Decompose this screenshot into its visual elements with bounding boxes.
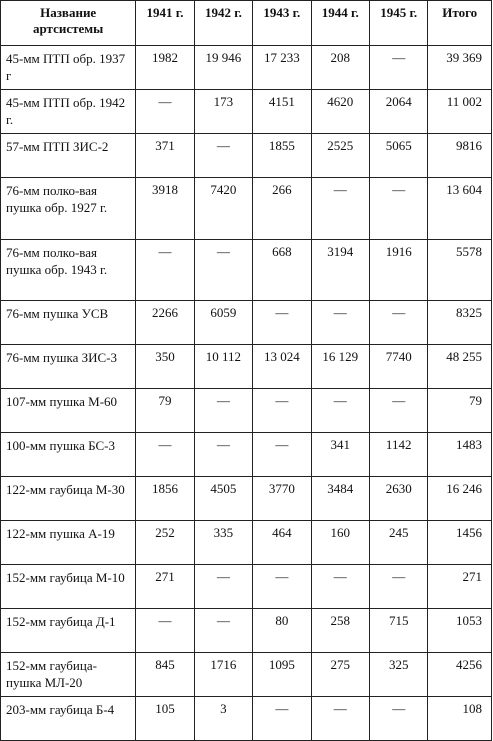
cell-1944: 208 — [311, 46, 369, 90]
cell-1944: — — [311, 697, 369, 741]
cell-1942: — — [194, 609, 252, 653]
cell-1943: 1855 — [253, 134, 311, 178]
row-name: 152-мм гаубица Д-1 — [1, 609, 136, 653]
row-name: 45-мм ПТП обр. 1942 г. — [1, 90, 136, 134]
cell-1942: 3 — [194, 697, 252, 741]
cell-1941: — — [136, 90, 194, 134]
cell-1941: 371 — [136, 134, 194, 178]
cell-1944: 3484 — [311, 477, 369, 521]
table-row — [1, 521, 492, 565]
column-header-total: Итого — [428, 1, 492, 46]
cell-total: 4256 — [428, 653, 492, 697]
cell-total: 1483 — [428, 433, 492, 477]
cell-1943: 1095 — [253, 653, 311, 697]
table-row — [1, 389, 492, 433]
table-row — [1, 697, 492, 741]
row-name: 122-мм пушка А-19 — [1, 521, 136, 565]
cell-1944: — — [311, 301, 369, 345]
cell-1942: — — [194, 389, 252, 433]
row-name: 203-мм гаубица Б-4 — [1, 697, 136, 741]
cell-1943: 13 024 — [253, 345, 311, 389]
cell-1945: 325 — [369, 653, 427, 697]
row-name: 76-мм пушка ЗИС-3 — [1, 345, 136, 389]
cell-total: 79 — [428, 389, 492, 433]
cell-1944: 4620 — [311, 90, 369, 134]
table-row — [1, 565, 492, 609]
cell-1942: 1716 — [194, 653, 252, 697]
row-name: 122-мм гаубица М-30 — [1, 477, 136, 521]
cell-1941: 105 — [136, 697, 194, 741]
cell-1944: — — [311, 178, 369, 240]
cell-1945: — — [369, 697, 427, 741]
cell-1944: 275 — [311, 653, 369, 697]
row-name: 57-мм ПТП ЗИС-2 — [1, 134, 136, 178]
row-name: 107-мм пушка М-60 — [1, 389, 136, 433]
column-header-1942: 1942 г. — [194, 1, 252, 46]
cell-1945: — — [369, 178, 427, 240]
cell-1943: 4151 — [253, 90, 311, 134]
cell-1941: 271 — [136, 565, 194, 609]
cell-1943: — — [253, 433, 311, 477]
cell-1942: — — [194, 565, 252, 609]
cell-1945: — — [369, 301, 427, 345]
table-row — [1, 90, 492, 134]
column-header-1943: 1943 г. — [253, 1, 311, 46]
cell-1943: 80 — [253, 609, 311, 653]
cell-1945: 2064 — [369, 90, 427, 134]
cell-1942: 7420 — [194, 178, 252, 240]
table-row — [1, 240, 492, 301]
cell-total: 48 255 — [428, 345, 492, 389]
cell-1943: 266 — [253, 178, 311, 240]
cell-total: 11 002 — [428, 90, 492, 134]
cell-1944: 3194 — [311, 240, 369, 301]
cell-1942: — — [194, 240, 252, 301]
table-row — [1, 46, 492, 90]
cell-1945: — — [369, 46, 427, 90]
cell-1942: 173 — [194, 90, 252, 134]
table-row — [1, 134, 492, 178]
row-name: 76-мм пушка УСВ — [1, 301, 136, 345]
cell-1942: 4505 — [194, 477, 252, 521]
cell-1941: 1856 — [136, 477, 194, 521]
cell-total: 13 604 — [428, 178, 492, 240]
column-header-1944: 1944 г. — [311, 1, 369, 46]
header-row — [1, 1, 492, 46]
cell-1942: 19 946 — [194, 46, 252, 90]
cell-1942: 6059 — [194, 301, 252, 345]
cell-1943: — — [253, 389, 311, 433]
cell-1945: 1142 — [369, 433, 427, 477]
cell-total: 39 369 — [428, 46, 492, 90]
cell-1941: — — [136, 240, 194, 301]
cell-1944: 258 — [311, 609, 369, 653]
table-row — [1, 433, 492, 477]
cell-1941: — — [136, 609, 194, 653]
table-row — [1, 653, 492, 697]
cell-1941: 845 — [136, 653, 194, 697]
cell-1943: 3770 — [253, 477, 311, 521]
cell-1945: 715 — [369, 609, 427, 653]
cell-1945: 245 — [369, 521, 427, 565]
cell-1945: 7740 — [369, 345, 427, 389]
cell-1945: 5065 — [369, 134, 427, 178]
cell-1943: 464 — [253, 521, 311, 565]
cell-total: 108 — [428, 697, 492, 741]
cell-total: 9816 — [428, 134, 492, 178]
cell-1943: 668 — [253, 240, 311, 301]
cell-total: 1456 — [428, 521, 492, 565]
cell-1942: — — [194, 134, 252, 178]
table-row — [1, 609, 492, 653]
cell-1941: 1982 — [136, 46, 194, 90]
cell-1941: 350 — [136, 345, 194, 389]
row-name: 45-мм ПТП обр. 1937 г — [1, 46, 136, 90]
cell-1941: 79 — [136, 389, 194, 433]
cell-1943: — — [253, 697, 311, 741]
cell-total: 8325 — [428, 301, 492, 345]
cell-1944: — — [311, 389, 369, 433]
row-name: 76-мм полко-вая пушка обр. 1943 г. — [1, 240, 136, 301]
cell-1945: — — [369, 565, 427, 609]
table-row — [1, 477, 492, 521]
cell-1945: — — [369, 389, 427, 433]
cell-1944: — — [311, 565, 369, 609]
table-row — [1, 345, 492, 389]
cell-total: 5578 — [428, 240, 492, 301]
cell-1941: 252 — [136, 521, 194, 565]
cell-1944: 2525 — [311, 134, 369, 178]
table-row — [1, 301, 492, 345]
cell-1941: 2266 — [136, 301, 194, 345]
column-header-name: Название артсистемы — [1, 1, 136, 46]
row-name: 76-мм полко-вая пушка обр. 1927 г. — [1, 178, 136, 240]
cell-total: 16 246 — [428, 477, 492, 521]
cell-1944: 341 — [311, 433, 369, 477]
cell-1945: 1916 — [369, 240, 427, 301]
row-name: 100-мм пушка БС-3 — [1, 433, 136, 477]
cell-1943: — — [253, 301, 311, 345]
cell-1945: 2630 — [369, 477, 427, 521]
cell-1944: 16 129 — [311, 345, 369, 389]
cell-1944: 160 — [311, 521, 369, 565]
cell-1942: 335 — [194, 521, 252, 565]
column-header-1941: 1941 г. — [136, 1, 194, 46]
cell-1941: 3918 — [136, 178, 194, 240]
cell-1942: — — [194, 433, 252, 477]
cell-1941: — — [136, 433, 194, 477]
row-name: 152-мм гаубица М-10 — [1, 565, 136, 609]
column-header-1945: 1945 г. — [369, 1, 427, 46]
cell-1943: — — [253, 565, 311, 609]
cell-1942: 10 112 — [194, 345, 252, 389]
cell-total: 271 — [428, 565, 492, 609]
table-row — [1, 178, 492, 240]
table-body — [1, 46, 492, 741]
cell-1943: 17 233 — [253, 46, 311, 90]
row-name: 152-мм гаубица-пушка МЛ-20 — [1, 653, 136, 697]
cell-total: 1053 — [428, 609, 492, 653]
